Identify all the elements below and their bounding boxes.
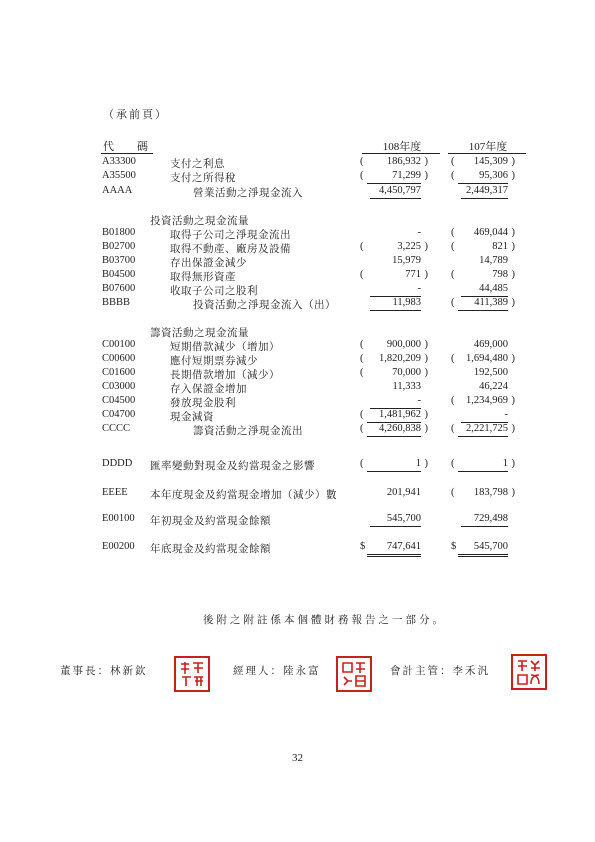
total-underline <box>367 471 421 472</box>
table-row <box>0 297 595 311</box>
open-paren: ( <box>451 241 455 252</box>
row-code: C01600 <box>102 367 136 378</box>
row-code: CCCC <box>102 423 131 434</box>
chairman-signature-label: 董事長：林新欽 <box>60 666 148 677</box>
close-paren: ) <box>424 339 428 350</box>
section-header-row <box>0 325 595 339</box>
close-paren: ) <box>511 227 515 238</box>
amount-value: 15,979 <box>392 255 421 266</box>
table-row <box>0 353 595 367</box>
row-label: 本年度現金及約當現金增加（減少）數 <box>150 490 337 501</box>
table-row <box>0 255 595 269</box>
close-paren: ) <box>511 170 515 181</box>
amount-value: 798 <box>492 269 508 280</box>
table-row <box>0 241 595 255</box>
amount-value: 44,485 <box>479 283 508 294</box>
amount-value: 2,221,725 <box>466 423 508 434</box>
amount-value: 70,000 <box>392 367 421 378</box>
row-code: E00100 <box>102 513 135 524</box>
open-paren: ( <box>360 269 364 280</box>
row-code: A35500 <box>102 170 136 181</box>
row-code: DDDD <box>102 458 133 469</box>
row-code: B07600 <box>102 283 136 294</box>
row-label: 取得無形資產 <box>170 272 236 283</box>
table-row <box>0 170 595 184</box>
row-code: A33300 <box>102 156 136 167</box>
open-paren: ( <box>451 269 455 280</box>
total-underline <box>461 198 508 199</box>
amount-value: 1,234,969 <box>466 395 508 406</box>
amount-value: 545,700 <box>473 541 508 552</box>
amount-value: 4,260,838 <box>379 423 421 434</box>
row-label: 存出保證金減少 <box>170 258 247 269</box>
row-label: 匯率變動對現金及約當現金之影響 <box>150 461 315 472</box>
open-paren: ( <box>451 227 455 238</box>
amount-value: 469,000 <box>473 339 508 350</box>
close-paren: ) <box>424 241 428 252</box>
amount-value: 14,789 <box>479 255 508 266</box>
amount-value: 145,309 <box>473 156 508 167</box>
total-underline <box>458 310 508 311</box>
close-paren: ) <box>424 423 428 434</box>
table-row <box>0 367 595 381</box>
amount-value: 1 <box>502 458 508 469</box>
table-row <box>0 283 595 297</box>
header-rule <box>448 153 526 154</box>
row-label: 收取子公司之股利 <box>170 286 258 297</box>
close-paren: ) <box>424 458 428 469</box>
table-row <box>0 227 595 241</box>
amount-value: 900,000 <box>386 339 421 350</box>
open-paren: ( <box>360 241 364 252</box>
row-code: EEEE <box>102 487 128 498</box>
row-label: 營業活動之淨現金流入 <box>193 188 303 199</box>
close-paren: ) <box>511 269 515 280</box>
close-paren: ) <box>511 423 515 434</box>
amount-value: 183,798 <box>473 487 508 498</box>
open-paren: ( <box>360 458 364 469</box>
total-double-underline <box>458 556 508 557</box>
table-row <box>0 156 595 170</box>
close-paren: ) <box>424 367 428 378</box>
row-code: C03000 <box>102 381 136 392</box>
close-paren: ) <box>424 353 428 364</box>
table-row <box>0 487 595 501</box>
row-label: 取得不動產、廠房及設備 <box>170 244 291 255</box>
table-row <box>0 269 595 283</box>
prior-year-header: 107年度 <box>468 141 508 153</box>
amount-value: - <box>417 283 421 294</box>
table-row <box>0 423 595 437</box>
row-label: 應付短期票券減少 <box>170 356 258 367</box>
seal-stamp-icon <box>177 659 207 689</box>
row-code: B04500 <box>102 269 136 280</box>
amount-value: 1 <box>415 458 421 469</box>
row-code: AAAA <box>102 185 133 196</box>
close-paren: ) <box>424 170 428 181</box>
row-code: B02700 <box>102 241 136 252</box>
close-paren: ) <box>511 395 515 406</box>
total-underline <box>367 436 421 437</box>
row-code: C04700 <box>102 409 136 420</box>
current-year-header: 108年度 <box>382 141 422 153</box>
total-underline <box>458 554 508 555</box>
row-label: 投資活動之淨現金流入（出） <box>193 300 336 311</box>
open-paren: ( <box>360 353 364 364</box>
open-paren: ( <box>360 367 364 378</box>
table-row <box>0 541 595 555</box>
total-underline <box>367 183 421 184</box>
close-paren: ) <box>511 241 515 252</box>
code-column-header: 代 碼 <box>103 141 154 153</box>
table-row <box>0 185 595 199</box>
accountant-seal <box>511 654 547 690</box>
row-code: C00600 <box>102 353 136 364</box>
open-paren: ( <box>360 423 364 434</box>
amount-value: 192,500 <box>473 367 508 378</box>
chairman-seal <box>174 656 210 692</box>
amount-value: 46,224 <box>479 381 508 392</box>
open-paren: ( <box>451 395 455 406</box>
amount-value: 11,983 <box>392 297 421 308</box>
manager-signature-label: 經理人：陸永富 <box>233 666 321 677</box>
table-row <box>0 458 595 472</box>
section-title: 投資活動之現金流量 <box>150 216 249 227</box>
row-code: E00200 <box>102 541 135 552</box>
close-paren: ) <box>511 458 515 469</box>
header-rule <box>101 153 153 154</box>
row-label: 發放現金股利 <box>170 398 236 409</box>
open-paren: ( <box>451 297 455 308</box>
open-paren: ( <box>360 170 364 181</box>
close-paren: ) <box>511 353 515 364</box>
open-paren: ( <box>451 170 455 181</box>
table-row <box>0 409 595 423</box>
amount-value: 11,333 <box>392 381 421 392</box>
seal-stamp-icon <box>339 659 369 689</box>
amount-value: - <box>417 395 421 406</box>
row-code: BBBB <box>102 297 131 308</box>
accountant-signature-label: 會計主管：李禾汎 <box>390 666 490 677</box>
open-paren: ( <box>451 487 455 498</box>
amount-value: 71,299 <box>392 170 421 181</box>
total-underline <box>458 471 508 472</box>
open-paren: ( <box>360 156 364 167</box>
open-paren: ( <box>451 156 455 167</box>
table-row <box>0 339 595 353</box>
row-label: 現金減資 <box>170 412 214 423</box>
close-paren: ) <box>424 269 428 280</box>
amount-value: 186,932 <box>386 156 421 167</box>
amount-value: - <box>504 409 508 420</box>
open-paren: ( <box>451 458 455 469</box>
table-row <box>0 395 595 409</box>
row-label: 年初現金及約當現金餘額 <box>150 516 271 527</box>
amount-value: 1,820,209 <box>379 353 421 364</box>
row-label: 取得子公司之淨現金流出 <box>170 230 291 241</box>
amount-value: 4,450,797 <box>379 185 421 196</box>
open-paren: ( <box>360 339 364 350</box>
amount-value: 747,641 <box>386 541 421 552</box>
total-underline <box>367 554 421 555</box>
row-label: 短期借款減少（增加） <box>170 342 280 353</box>
section-header-row <box>0 213 595 227</box>
amount-value: 411,389 <box>474 297 508 308</box>
amount-value: 1,694,480 <box>466 353 508 364</box>
amount-value: - <box>417 227 421 238</box>
table-row <box>0 513 595 527</box>
close-paren: ) <box>424 156 428 167</box>
close-paren: ) <box>424 409 428 420</box>
currency-symbol: $ <box>360 541 366 552</box>
close-paren: ) <box>511 487 515 498</box>
total-underline <box>370 310 421 311</box>
row-label: 籌資活動之淨現金流出 <box>193 426 303 437</box>
total-underline <box>370 526 421 527</box>
row-label: 支付之所得稅 <box>170 173 236 184</box>
close-paren: ) <box>511 297 515 308</box>
total-underline <box>458 436 508 437</box>
open-paren: ( <box>360 409 364 420</box>
amount-value: 201,941 <box>386 487 421 498</box>
amount-value: 729,498 <box>473 513 508 524</box>
currency-symbol: $ <box>451 541 457 552</box>
amount-value: 771 <box>405 269 421 280</box>
header-rule <box>362 153 440 154</box>
total-underline <box>370 198 421 199</box>
amount-value: 469,044 <box>473 227 508 238</box>
manager-seal <box>336 656 372 692</box>
row-label: 長期借款增加（減少） <box>170 370 280 381</box>
carry-note: （承前頁） <box>103 109 168 121</box>
amount-value: 821 <box>492 241 508 252</box>
seal-stamp-icon <box>514 657 544 687</box>
table-row <box>0 381 595 395</box>
amount-value: 3,225 <box>397 241 421 252</box>
amount-value: 95,306 <box>479 170 508 181</box>
row-code: B01800 <box>102 227 136 238</box>
total-underline <box>458 183 508 184</box>
footnote: 後附之附註係本個體財務報告之一部分。 <box>203 615 446 626</box>
row-code: C00100 <box>102 339 136 350</box>
total-double-underline <box>367 556 421 557</box>
row-label: 存入保證金增加 <box>170 384 247 395</box>
amount-value: 545,700 <box>386 513 421 524</box>
row-label: 年底現金及約當現金餘額 <box>150 544 271 555</box>
row-code: B03700 <box>102 255 136 266</box>
section-title: 籌資活動之現金流量 <box>150 328 249 339</box>
open-paren: ( <box>451 353 455 364</box>
row-code: C04500 <box>102 395 136 406</box>
open-paren: ( <box>451 423 455 434</box>
total-underline <box>461 526 508 527</box>
row-label: 支付之利息 <box>170 159 225 170</box>
amount-value: 1,481,962 <box>379 409 421 420</box>
page-number: 32 <box>292 752 303 764</box>
amount-value: 2,449,317 <box>466 185 508 196</box>
close-paren: ) <box>511 156 515 167</box>
